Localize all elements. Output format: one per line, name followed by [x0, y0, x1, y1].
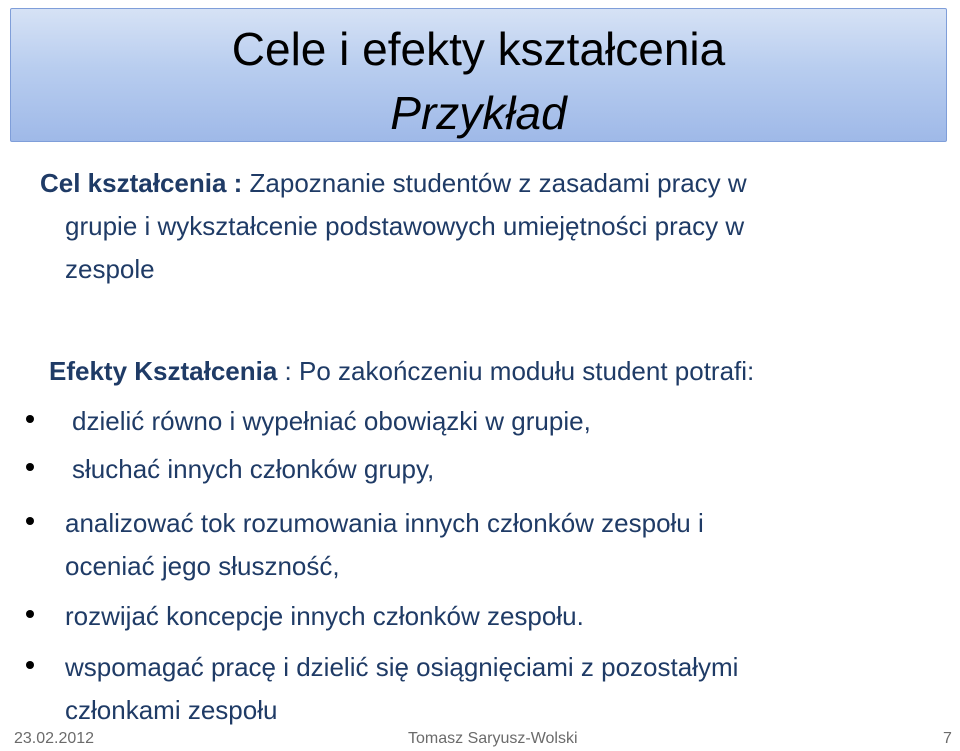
outcome-item-1: dzielić równo i wypełniać obowiązki w grupie, [72, 406, 591, 436]
footer-page-number: 7 [943, 730, 952, 747]
goal-text-1: Zapoznanie studentów z zasadami pracy w [242, 168, 747, 198]
title-banner [10, 8, 947, 142]
outcome-item-2: słuchać innych członków grupy, [72, 454, 435, 484]
outcome-item-3-line-2: oceniać jego słuszność, [65, 551, 340, 581]
footer-date: 23.02.2012 [14, 730, 95, 747]
outcomes-intro [49, 350, 754, 392]
bullet-icon [26, 610, 34, 618]
outcomes-intro-text: : Po zakończeniu modułu student potrafi: [277, 356, 755, 386]
goal-line-2: grupie i wykształcenie podstawowych umiejętności pracy w [65, 211, 745, 241]
bullet-icon [26, 661, 34, 669]
bullet-icon [26, 415, 34, 423]
outcomes-label: Efekty Kształcenia [49, 356, 278, 386]
goal-line-3: zespole [65, 254, 155, 284]
slide-title: Cele i efekty kształcenia [231, 23, 726, 75]
outcome-item-3-line-1: analizować tok rozumowania innych członków zespołu i [65, 508, 704, 538]
goal-label: Cel kształcenia : [40, 168, 243, 198]
outcome-item-5-line-1: wspomagać pracę i dzielić się osiągnięciami z pozostałymi [65, 652, 739, 682]
footer-author: Tomasz Saryusz-Wolski [408, 730, 578, 747]
bullet-icon [26, 463, 34, 471]
outcome-item-4: rozwijać koncepcje innych członków zespołu. [65, 601, 584, 631]
slide-subtitle: Przykład [390, 87, 567, 139]
bullet-icon [26, 517, 34, 525]
goal-line-1 [40, 162, 747, 204]
outcome-item-5-line-2: członkami zespołu [65, 695, 278, 725]
